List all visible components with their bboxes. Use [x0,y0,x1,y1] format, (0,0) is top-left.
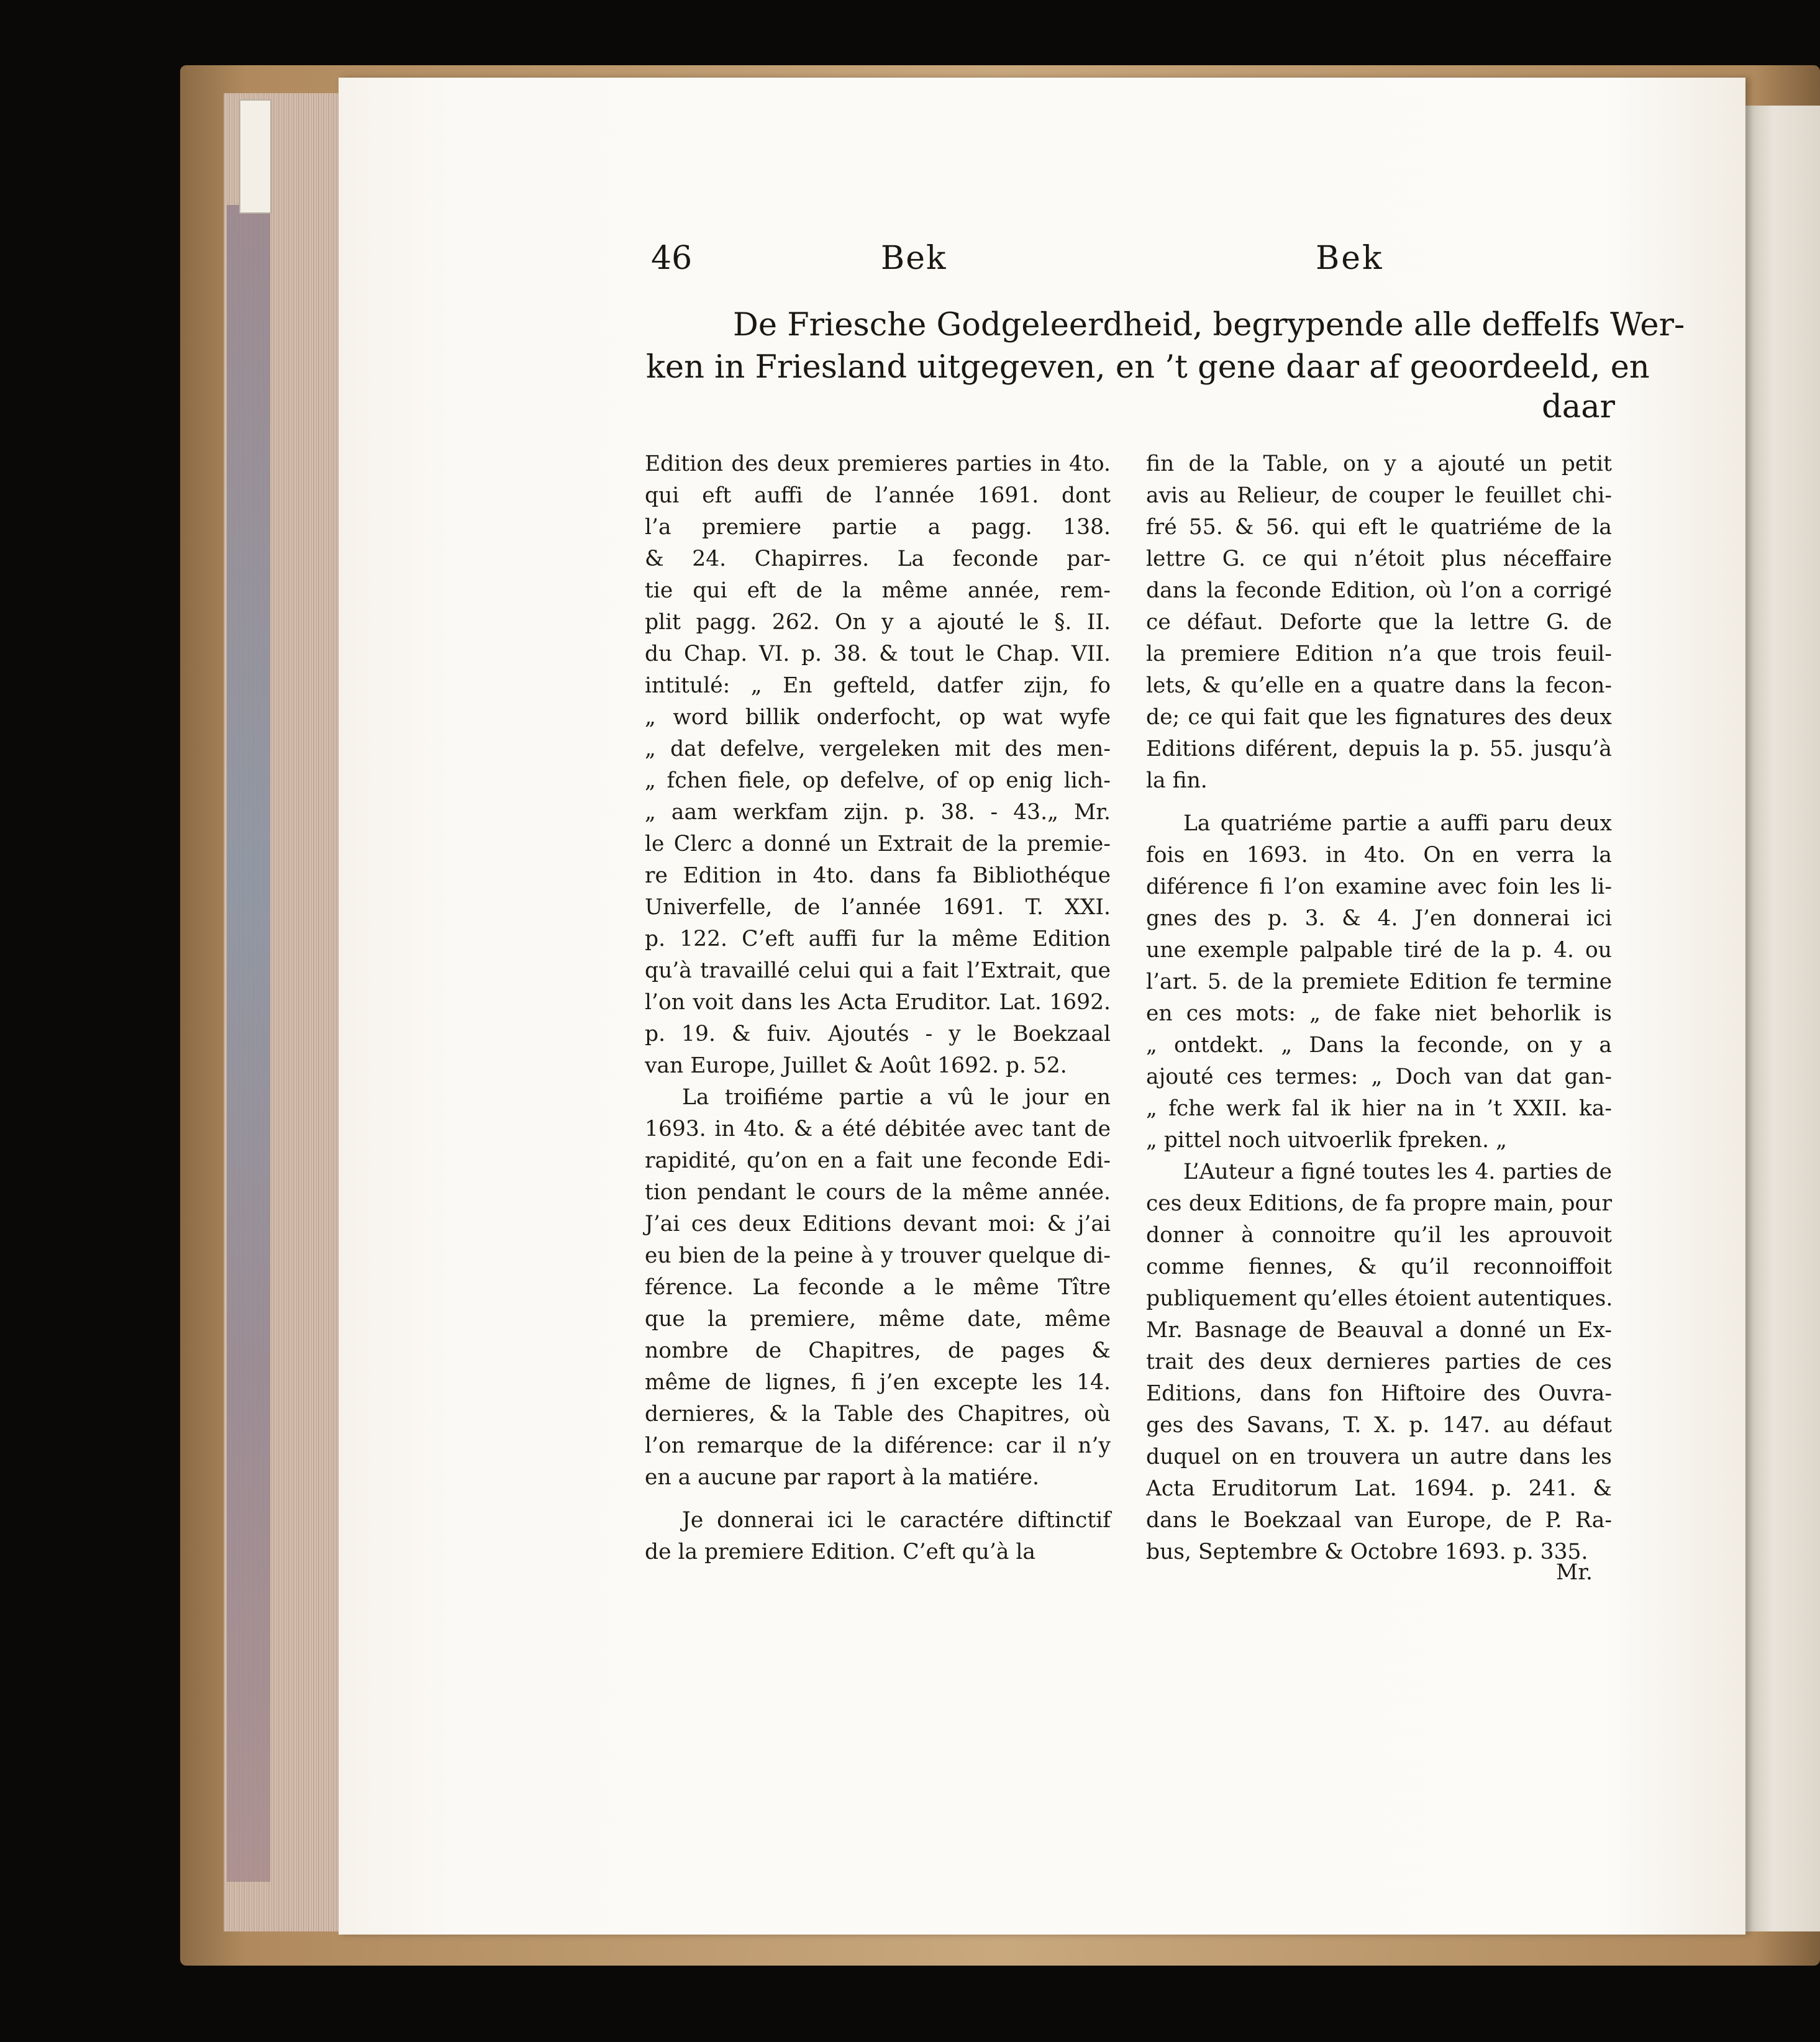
text-line: „ pittel noch uitvoerlik fpreken. „ [1146,1128,1507,1153]
right-column [1146,448,1612,1568]
marbled-edge [227,205,270,1882]
text-line: La quatriéme partie a auffi paru deux [1183,811,1612,836]
text-line: van Europe, Juillet & Août 1692. p. 52. [645,1053,1067,1078]
running-head-right: Bek [1316,240,1384,277]
text-line: férence. La feconde a le même Tître [645,1275,1111,1300]
catchword: Mr. [1556,1560,1593,1585]
text-line: du Chap. VI. p. 38. & tout le Chap. VII. [645,642,1111,666]
text-line: ces deux Editions, de fa propre main, pour [1146,1191,1612,1216]
text-line: ce défaut. Deforte que la lettre G. de [1146,610,1612,635]
text-line: en a aucune par raport à la matiére. [645,1465,1039,1490]
entry-title-line: De Friesche Godgeleerdheid, begrypende alle deffelfs Wer- [733,307,1685,343]
text-line: une exemple palpable tiré de la p. 4. ou [1146,938,1612,963]
text-line: eu bien de la peine à y trouver quelque di- [645,1243,1111,1268]
text-line: l’art. 5. de la premiete Edition fe termine [1146,969,1612,994]
text-line: dernieres, & la Table des Chapitres, où [645,1402,1111,1427]
text-line: qui eft auffi de l’année 1691. dont [645,483,1111,508]
text-line: 1693. in 4to. & a été débitée avec tant de [645,1117,1111,1141]
text-line: l’on voit dans les Acta Eruditor. Lat. 1692. [645,990,1111,1015]
text-line: l’a premiere partie a pagg. 138. [645,515,1111,540]
text-line: trait des deux dernieres parties de ces [1146,1350,1612,1374]
text-line: l’on remarque de la diférence: car il n’y [645,1433,1111,1458]
text-line: „ aam werkfam zijn. p. 38. - 43.„ Mr. [645,800,1111,825]
text-line: comme fiennes, & qu’il reconnoiffoit [1146,1255,1612,1279]
next-leaf-edge [1742,106,1820,1931]
text-line: publiquement qu’elles étoient autentiques. [1146,1286,1613,1311]
text-line: ajouté ces termes: „ Doch van dat gan- [1146,1064,1612,1089]
text-line: duquel on en trouvera un autre dans les [1146,1445,1612,1469]
text-line: J’ai ces deux Editions devant moi: & j’ai [645,1212,1111,1237]
text-line: tion pendant le cours de la même année. [645,1180,1111,1205]
text-line: diférence fi l’on examine avec foin les li- [1146,874,1612,899]
text-line: ges des Savans, T. X. p. 147. au défaut [1146,1413,1612,1438]
text-line: dans le Boekzaal van Europe, de P. Ra- [1146,1508,1612,1533]
text-line: L’Auteur a figné toutes les 4. parties de [1183,1159,1612,1184]
page-number: 46 [651,240,693,277]
text-line: de la premiere Edition. C’eft qu’à la [645,1540,1035,1564]
text-line: & 24. Chapirres. La feconde par- [645,547,1111,571]
text-line: même de lignes, fi j’en excepte les 14. [645,1370,1111,1395]
text-line: Editions, dans fon Hiftoire des Ouvra- [1146,1381,1612,1406]
text-line: de; ce qui fait que les fignatures des deux [1146,705,1612,730]
text-line: lettre G. ce qui n’étoit plus néceffaire [1146,547,1612,571]
text-line: le Clerc a donné un Extrait de la premie- [645,832,1111,856]
text-line: „ fche werk fal ik hier na in ’t XXII. ka- [1146,1096,1612,1121]
text-line: intitulé: „ En gefteld, datfer zijn, fo [645,673,1111,698]
text-line: en ces mots: „ de fake niet behorlik is [1146,1001,1612,1026]
text-line: „ dat defelve, vergeleken mit des men- [645,737,1111,761]
text-line: Editions diférent, depuis la p. 55. jusqu’à [1146,737,1612,761]
text-line: „ fchen fiele, op defelve, of op enig lich- [645,768,1111,793]
text-line: La troifiéme partie a vû le jour en [682,1085,1111,1110]
text-line: la fin. [1146,768,1208,793]
text-line: tie qui eft de la même année, rem- [645,578,1111,603]
left-column [645,448,1111,1568]
text-line: fois en 1693. in 4to. On en verra la [1146,843,1612,868]
text-line: lets, & qu’elle en a quatre dans la fecon- [1146,673,1612,698]
text-line: que la premiere, même date, même [645,1307,1111,1332]
text-line: Je donnerai ici le caractére diftinctif [682,1508,1111,1533]
entry-title-line: daar [1542,389,1615,425]
text-line: Acta Eruditorum Lat. 1694. p. 241. & [1146,1476,1612,1501]
text-line: Edition des deux premieres parties in 4to. [645,452,1111,476]
text-line: p. 19. & fuiv. Ajoutés - y le Boekzaal [645,1022,1111,1046]
text-line: gnes des p. 3. & 4. J’en donnerai ici [1146,906,1612,931]
text-line: avis au Relieur, de couper le feuillet chi- [1146,483,1612,508]
bookmark-tab [239,99,271,214]
text-line: Mr. Basnage de Beauval a donné un Ex- [1146,1318,1612,1343]
text-line: donner à connoitre qu’il les aprouvoit [1146,1223,1612,1248]
entry-title-line: ken in Friesland uitgegeven, en ’t gene daar af geoordeeld, en [646,349,1650,386]
text-line: fin de la Table, on y a ajouté un petit [1146,452,1612,476]
text-line: bus, Septembre & Octobre 1693. p. 335. [1146,1540,1588,1564]
text-line: plit pagg. 262. On y a ajouté le §. II. [645,610,1111,635]
text-line: la premiere Edition n’a que trois feuil- [1146,642,1612,666]
text-line: Univerfelle, de l’année 1691. T. XXI. [645,895,1111,920]
running-head-left: Bek [881,240,947,277]
text-line: qu’à travaillé celui qui a fait l’Extrait, que [645,958,1111,983]
text-line: fré 55. & 56. qui eft le quatriéme de la [1146,515,1612,540]
text-line: dans la feconde Edition, où l’on a corrigé [1146,578,1612,603]
text-line: p. 122. C’eft auffi fur la même Edition [645,927,1111,951]
text-line: „ word billik onderfocht, op wat wyfe [645,705,1111,730]
text-line: rapidité, qu’on en a fait une feconde Edi- [645,1148,1111,1173]
text-line: „ ontdekt. „ Dans la feconde, on y a [1146,1033,1612,1058]
text-line: nombre de Chapitres, de pages & [645,1338,1111,1363]
text-line: re Edition in 4to. dans fa Bibliothéque [645,863,1111,888]
